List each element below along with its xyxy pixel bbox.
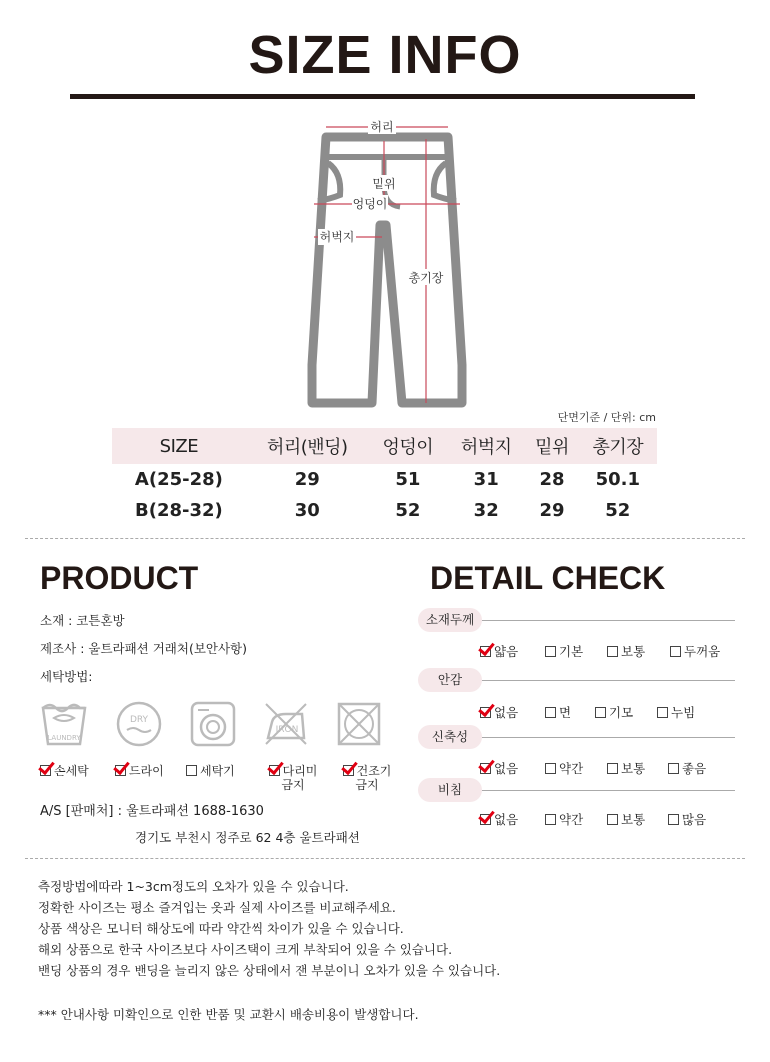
column-header: 총기장 [579,428,657,464]
hip-label: 엉덩이 [352,197,388,211]
checkbox [607,814,618,825]
pants-diagram [300,115,480,410]
checkbox [668,763,679,774]
option [607,642,645,660]
table-cell: 52 [605,500,631,521]
table-cell: 29 [539,500,565,521]
column-header: 허벅지 [447,428,525,464]
unit-note: 단면기준 / 단위: cm [557,411,656,424]
no-iron-icon [262,700,310,748]
option-label: 보통 [621,644,646,659]
option-label: 누빔 [671,705,696,720]
option [480,810,518,828]
option [607,810,645,828]
washing-machine-icon [189,700,237,748]
checkbox [186,765,197,776]
title-underline [70,94,695,99]
detail-check-heading: DETAIL CHECK [430,560,666,596]
checkbox [480,646,491,657]
option [545,642,583,660]
table-row [112,495,657,526]
option-label: 좋음 [682,761,707,776]
option-label: 두꺼움 [684,644,721,659]
rise-label: 밑위 [372,177,396,191]
note-line: 밴딩 상품의 경우 밴딩을 늘리지 않은 상태에서 잰 부분이니 오차가 있을 수 있습니다. [38,963,501,978]
maker-text: 제조사 : 울트라패션 거래처(보안사항) [40,641,248,656]
option [668,759,706,777]
laundry-text: LAUNDRY [47,734,81,742]
note-line: 정확한 사이즈는 평소 즐겨입는 옷과 실제 사이즈를 비교해주세요. [38,900,396,915]
wash-option-machine [186,764,235,778]
column-header: 밑위 [525,428,578,464]
wash-option-no-dryer [336,764,398,792]
table-cell: 52 [395,500,421,521]
checkbox [668,814,679,825]
section-divider [25,538,745,539]
page-title: SIZE INFO [248,25,522,85]
iron-text: IRON [275,725,299,735]
checkbox [480,707,491,718]
option-label: 면 [559,705,572,720]
category-lining: 안감 [418,668,482,692]
note-line: 해외 상품으로 한국 사이즈보다 사이즈택이 크게 부착되어 있을 수 있습니다. [38,942,453,957]
option-label: 얇음 [494,644,519,659]
option [545,759,583,777]
table-cell: 30 [294,500,320,521]
option [545,810,583,828]
option [480,759,518,777]
wash-option-label: 드라이 [129,764,164,778]
dry-clean-icon [115,700,163,748]
option [670,642,720,660]
category-line [482,680,735,681]
option [607,759,645,777]
notes-block [38,876,500,981]
table-cell: 50.1 [595,469,640,490]
section-divider [25,858,745,859]
product-heading: PRODUCT [40,560,199,596]
table-cell: 31 [473,469,499,490]
checkbox [545,646,556,657]
table-cell: 29 [294,469,320,490]
option [480,703,518,721]
option [668,810,706,828]
category-line [482,790,735,791]
option [480,642,518,660]
size-table [112,428,657,526]
wash-option-dry-clean [115,764,164,778]
waist-label: 허리 [370,120,394,134]
checkbox [480,814,491,825]
checkbox [343,765,354,776]
table-cell: 32 [473,500,499,521]
checkbox [595,707,606,718]
note-line: 측정방법에따라 1~3cm정도의 오차가 있을 수 있습니다. [38,879,349,894]
table-cell: B(28-32) [135,500,223,521]
checkbox [545,707,556,718]
option-label: 없음 [494,761,519,776]
table-cell: 28 [539,469,565,490]
column-header: 허리(밴딩) [246,428,369,464]
checkbox [480,763,491,774]
checkbox [40,765,51,776]
category-line [482,737,735,738]
length-label: 총기장 [408,271,444,285]
wash-option-label: 건조기 [356,764,392,778]
option-label: 약간 [559,812,584,827]
as-text: A/S [판매처] : 울트라패션 1688-1630 [40,804,264,819]
no-tumble-dry-icon [335,700,383,748]
option [595,703,633,721]
table-row [112,464,657,495]
table-cell: A(25-28) [134,469,223,490]
footer-note: *** 안내사항 미확인으로 인한 반품 및 교환시 배송비용이 발생합니다. [38,1007,419,1022]
hand-wash-icon [40,700,88,748]
checkbox [545,763,556,774]
wash-label: 세탁방법: [40,669,93,684]
category-line [482,620,735,621]
option [545,703,571,721]
option-label: 약간 [559,761,584,776]
option-label: 없음 [494,705,519,720]
size-table-header [112,428,657,464]
thigh-label: 허벅지 [319,230,355,244]
checkbox [607,763,618,774]
wash-option-label: 세탁기 [200,764,235,778]
option-label: 많음 [682,812,707,827]
material-text: 소재 : 코튼혼방 [40,613,125,628]
wash-option-label: 금지 [281,778,305,792]
option-label: 없음 [494,812,519,827]
option-label: 보통 [621,812,646,827]
wash-option-label: 금지 [355,778,379,792]
wash-option-label: 손세탁 [54,764,89,778]
wash-option-label: 다리미 [282,764,318,778]
column-header: 엉덩이 [369,428,447,464]
checkbox [607,646,618,657]
checkbox [115,765,126,776]
category-thickness: 소재두께 [418,608,482,632]
option-label: 보통 [621,761,646,776]
note-line: 상품 색상은 모니터 해상도에 따라 약간씩 차이가 있을 수 있습니다. [38,921,404,936]
checkbox [545,814,556,825]
option-label: 기모 [609,705,634,720]
column-header: SIZE [112,428,246,464]
dry-text: DRY [129,715,149,725]
option [657,703,695,721]
checkbox [670,646,681,657]
table-cell: 51 [395,469,421,490]
address-text: 경기도 부천시 정주로 62 4층 울트라패션 [135,830,360,845]
checkbox [269,765,280,776]
checkbox [657,707,668,718]
option-label: 기본 [559,644,584,659]
wash-option-hand-wash [40,764,89,778]
category-sheerness: 비침 [418,778,482,802]
wash-option-no-iron [262,764,324,792]
category-stretch: 신축성 [418,725,482,749]
